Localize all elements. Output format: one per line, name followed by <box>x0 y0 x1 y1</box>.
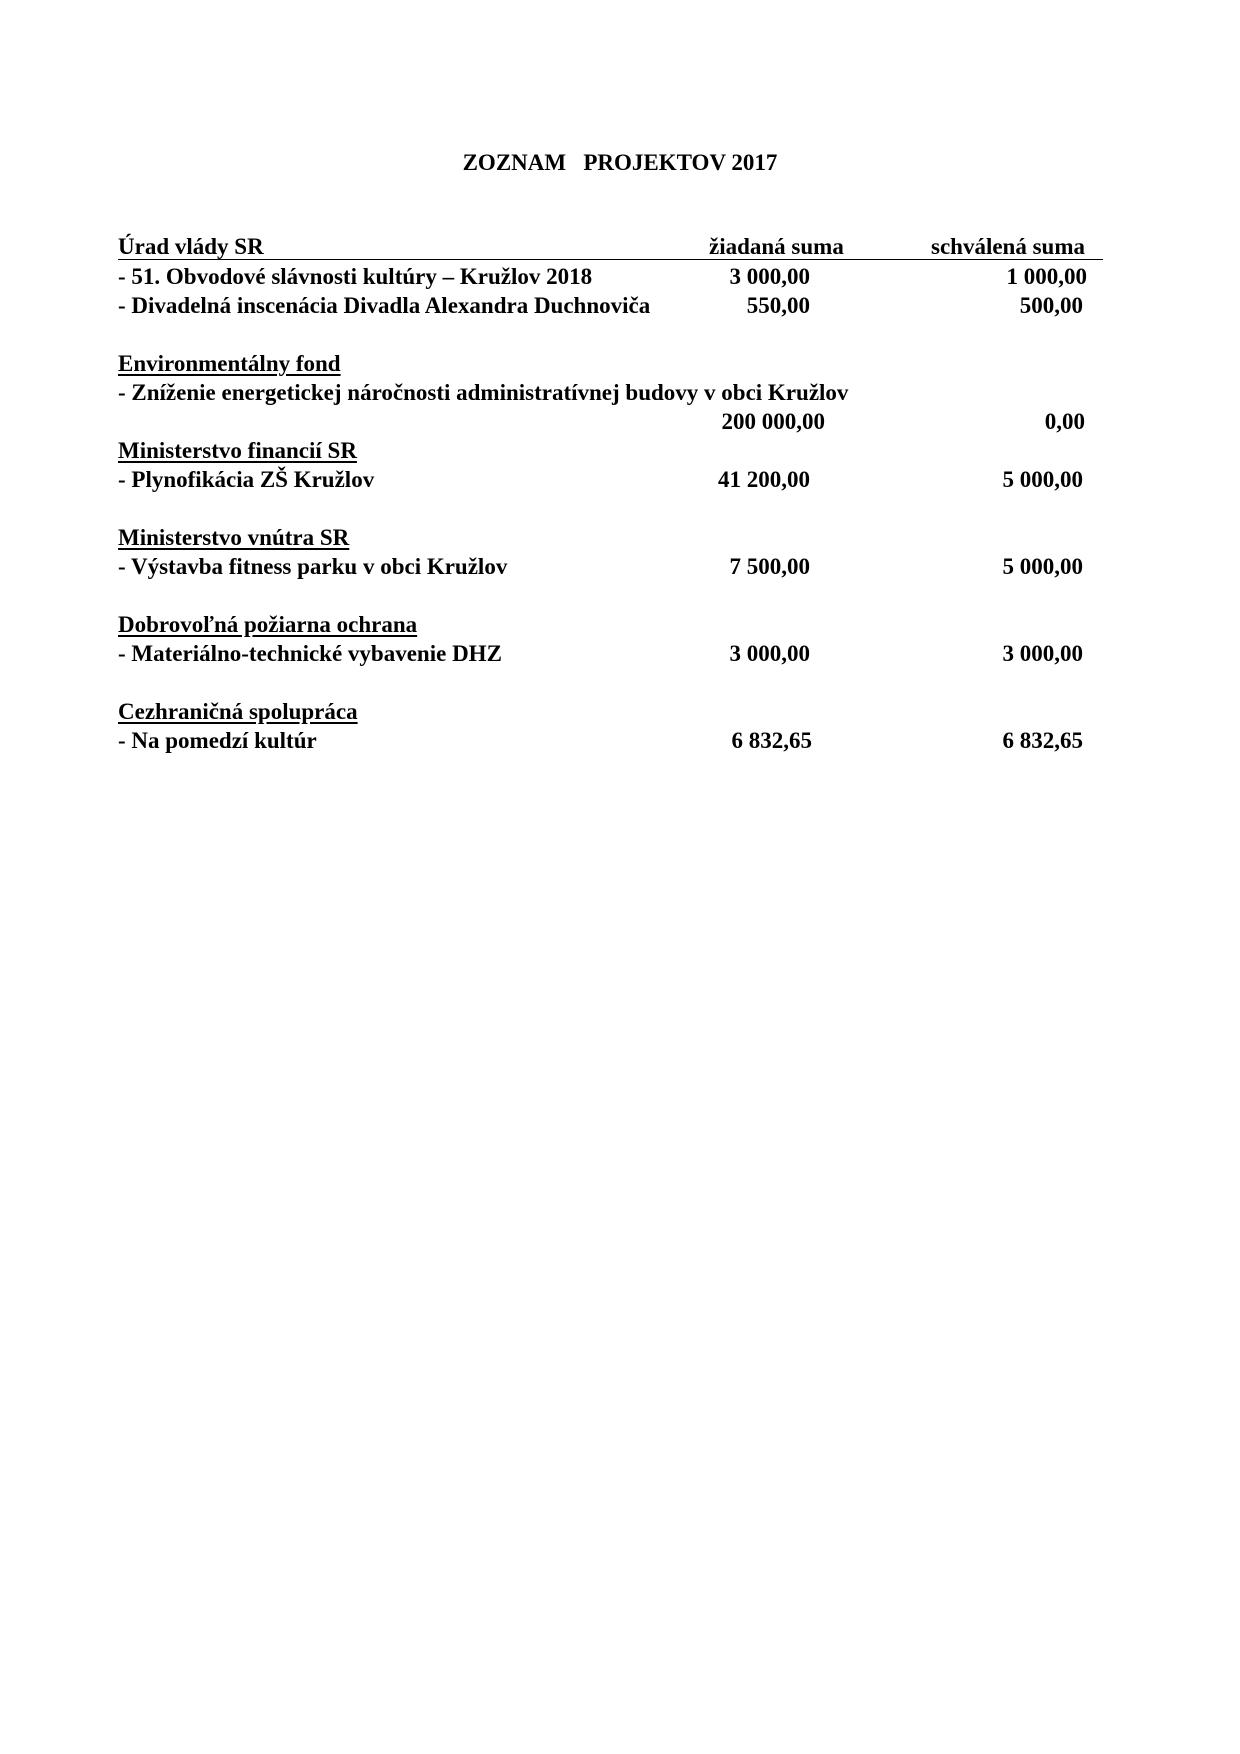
approved-amount: 5 000,00 <box>1002 467 1083 492</box>
requested-amount: 3 000,00 <box>729 264 810 289</box>
project-label: - Na pomedzí kultúr <box>118 728 317 753</box>
section-heading-cezhranicna-spolupraca: Cezhraničná spolupráca <box>118 699 358 724</box>
approved-amount: 1 000,00 <box>1006 264 1087 289</box>
section-heading-ministerstvo-vnutra: Ministerstvo vnútra SR <box>118 525 350 550</box>
column-header-approved: schválená suma <box>931 234 1085 259</box>
project-label: - Zníženie energetickej náročnosti administratívnej budovy v obci Kružlov <box>118 380 849 405</box>
requested-amount: 550,00 <box>746 293 810 318</box>
requested-amount: 3 000,00 <box>729 641 810 666</box>
requested-amount: 6 832,65 <box>731 728 812 753</box>
approved-amount: 5 000,00 <box>1002 554 1083 579</box>
project-label: - Divadelná inscenácia Divadla Alexandra Duchnoviča <box>118 293 651 318</box>
requested-amount: 7 500,00 <box>729 554 810 579</box>
project-label: - Plynofikácia ZŠ Kružlov <box>118 467 375 492</box>
project-label: - Výstavba fitness parku v obci Kružlov <box>118 554 508 579</box>
approved-amount: 3 000,00 <box>1002 641 1083 666</box>
document-title: ZOZNAM PROJEKTOV 2017 <box>462 150 778 175</box>
section-heading-urad-vlady: Úrad vlády SR <box>118 234 264 259</box>
section-heading-environmentalny-fond: Environmentálny fond <box>118 351 341 376</box>
requested-amount: 41 200,00 <box>718 467 810 492</box>
project-label: - Materiálno-technické vybavenie DHZ <box>118 641 502 666</box>
approved-amount: 500,00 <box>1019 293 1083 318</box>
project-label: - 51. Obvodové slávnosti kultúry – Kružlov 2018 <box>118 264 593 289</box>
section-heading-dobrovolna-poziarna-ochrana: Dobrovoľná požiarna ochrana <box>118 612 418 637</box>
section-heading-ministerstvo-financii: Ministerstvo financií SR <box>118 438 357 463</box>
header-rule <box>118 259 1103 260</box>
column-header-requested: žiadaná suma <box>709 234 844 259</box>
requested-amount: 200 000,00 <box>721 409 825 434</box>
approved-amount: 0,00 <box>1044 409 1085 434</box>
approved-amount: 6 832,65 <box>1002 728 1083 753</box>
